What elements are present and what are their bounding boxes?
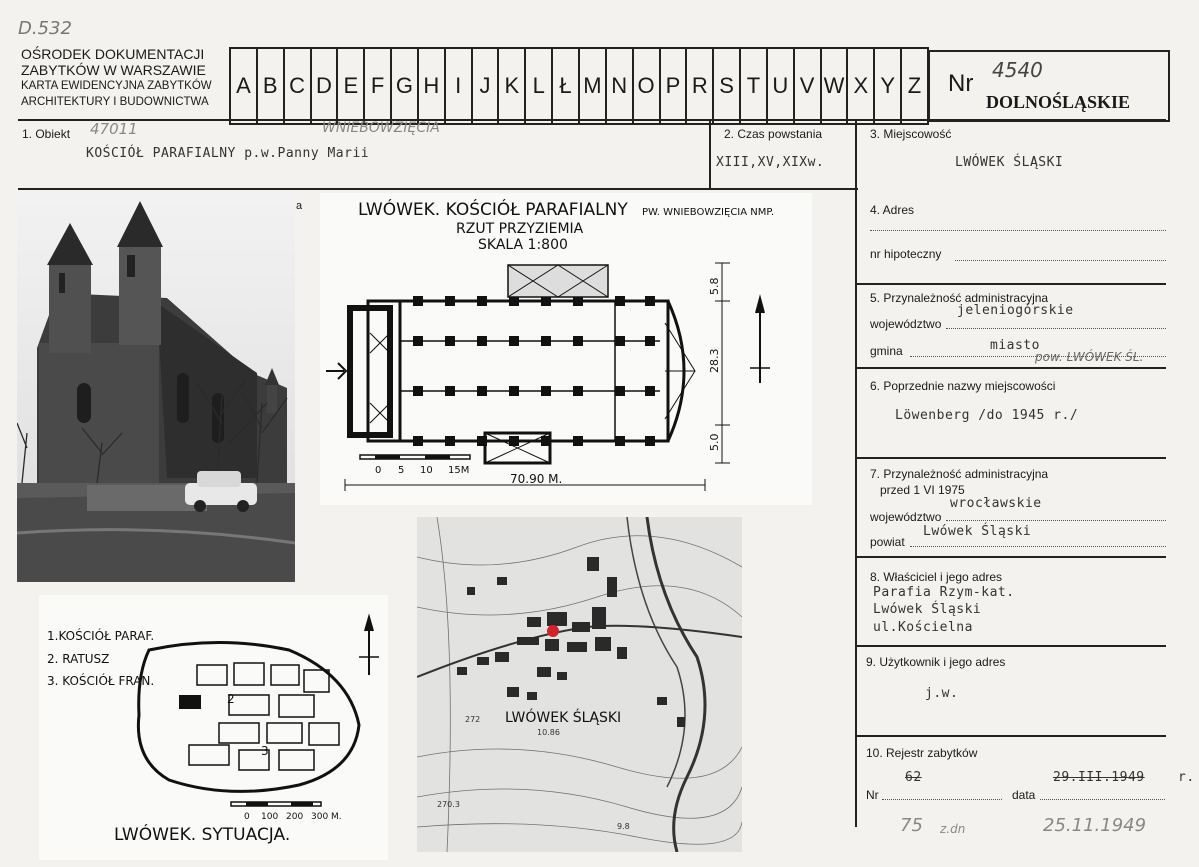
letter-box: A bbox=[231, 49, 258, 123]
plan-pillar bbox=[477, 296, 487, 306]
letter-box: D bbox=[312, 49, 339, 123]
adres-label: 4. Adres bbox=[870, 203, 915, 217]
gmina-label: gmina bbox=[870, 344, 903, 358]
rejestr-nr-old: 62 bbox=[905, 770, 922, 785]
floor-plan bbox=[320, 193, 812, 505]
map-num3: 270.3 bbox=[437, 800, 460, 809]
wlasciciel-line3: ul.Kościelna bbox=[873, 620, 973, 635]
plan-pillar bbox=[645, 296, 655, 306]
plan-pillar bbox=[645, 436, 655, 446]
wojewodztwo-label: województwo bbox=[870, 317, 942, 331]
poprzednie-nazwy-value: Löwenberg /do 1945 r./ bbox=[895, 408, 1079, 423]
wlasciciel-line1: Parafia Rzym-kat. bbox=[873, 585, 1015, 600]
map-label: LWÓWEK ŚLĄSKI bbox=[505, 710, 622, 726]
rejestr-nr-new-suffix: z.dn bbox=[940, 822, 966, 836]
letter-box: I bbox=[446, 49, 473, 123]
plan-dim3: 5.0 bbox=[708, 433, 721, 451]
plan-pillar bbox=[413, 436, 423, 446]
plan-title1b: PW. WNIEBOWZIĘCIA NMP. bbox=[642, 207, 775, 218]
plan-width: 70.90 M. bbox=[510, 472, 563, 486]
situation-title: LWÓWEK. SYTUACJA. bbox=[114, 825, 291, 845]
plan-pillar bbox=[573, 436, 583, 446]
miejscowosc-value: LWÓWEK ŚLĄSKI bbox=[955, 155, 1064, 170]
letter-box: G bbox=[392, 49, 419, 123]
letter-box: S bbox=[714, 49, 741, 123]
letter-box: W bbox=[822, 49, 849, 123]
przynaleznosc75-label2: przed 1 VI 1975 bbox=[880, 483, 965, 497]
letter-box: C bbox=[285, 49, 312, 123]
letter-box: Ł bbox=[553, 49, 580, 123]
situation-scale-0: 0 bbox=[244, 812, 250, 822]
voivodeship: DOLNOŚLĄSKIE bbox=[986, 92, 1131, 112]
letter-box: X bbox=[848, 49, 875, 123]
plan-title3: SKALA 1:800 bbox=[478, 237, 568, 253]
miejscowosc-label: 3. Miejscowość bbox=[870, 127, 952, 141]
przynaleznosc75-label1: 7. Przynależność administracyjna bbox=[870, 467, 1049, 481]
obiekt-hand-number: 47011 bbox=[90, 120, 138, 138]
plan-pillar bbox=[445, 436, 455, 446]
czas-label: 2. Czas powstania bbox=[724, 127, 823, 141]
church-photo bbox=[17, 193, 295, 582]
situation-legend1: 1.KOŚCIÓŁ PARAF. bbox=[47, 629, 155, 643]
rejestr-data-new: 25.11.1949 bbox=[1043, 815, 1147, 836]
obiekt-label: 1. Obiekt bbox=[22, 127, 71, 141]
letter-box: U bbox=[768, 49, 795, 123]
obiekt-value: KOŚCIÓŁ PARAFIALNY p.w.Panny Marii bbox=[86, 146, 370, 161]
situation-legend3: 3. KOŚCIÓŁ FRAN. bbox=[47, 674, 155, 688]
svg-text:2: 2 bbox=[227, 692, 235, 706]
letter-index bbox=[229, 47, 929, 125]
wojewodztwo75-value: wrocławskie bbox=[950, 496, 1042, 511]
plan-scale-10: 10 bbox=[420, 465, 433, 476]
letter-box: P bbox=[661, 49, 688, 123]
nr-box bbox=[928, 50, 1170, 122]
przynaleznosc-label: 5. Przynależność administracyjna bbox=[870, 291, 1049, 305]
letter-box: E bbox=[338, 49, 365, 123]
institution-line2: ZABYTKÓW W WARSZAWIE bbox=[21, 62, 206, 78]
uzytkownik-value: j.w. bbox=[925, 686, 959, 701]
gmina-value: miasto bbox=[990, 338, 1040, 353]
situation-scale-200: 200 bbox=[286, 812, 304, 822]
plan-pillar bbox=[413, 296, 423, 306]
letter-box: F bbox=[365, 49, 392, 123]
situation-legend2: 2. RATUSZ bbox=[47, 652, 110, 666]
rejestr-nr-new: 75 bbox=[900, 815, 923, 836]
gmina-hand: pow. LWÓWEK ŚL. bbox=[1035, 350, 1144, 364]
plan-title2: RZUT PRZYZIEMIA bbox=[456, 221, 584, 237]
corner-number: D.532 bbox=[18, 18, 72, 39]
letter-box: R bbox=[687, 49, 714, 123]
rejestr-r: r. bbox=[1178, 770, 1195, 785]
obiekt-hand-dedication: WNIEBOWZIĘCIA bbox=[322, 120, 440, 136]
wojewodztwo-value: jeleniogórskie bbox=[957, 303, 1074, 318]
institution-line4: ARCHITEKTURY I BUDOWNICTWA bbox=[21, 96, 209, 108]
map-num4: 9.8 bbox=[617, 822, 630, 831]
plan-dim1: 5.8 bbox=[708, 277, 721, 295]
letter-box: B bbox=[258, 49, 285, 123]
plan-scale-0: 0 bbox=[375, 465, 382, 476]
letter-box: K bbox=[499, 49, 526, 123]
uzytkownik-label: 9. Użytkownik i jego adres bbox=[866, 655, 1006, 669]
wlasciciel-line2: Lwówek Śląski bbox=[873, 602, 982, 617]
institution-header bbox=[21, 46, 212, 110]
rejestr-data-old: 29.III.1949 bbox=[1053, 770, 1145, 785]
letter-box: J bbox=[473, 49, 500, 123]
plan-pillar bbox=[615, 436, 625, 446]
plan-dim2: 28.3 bbox=[708, 348, 721, 373]
photo-label: a bbox=[296, 200, 303, 212]
letter-box: O bbox=[634, 49, 661, 123]
czas-value: XIII,XV,XIXw. bbox=[716, 155, 825, 170]
plan-pillar bbox=[615, 296, 625, 306]
situation-plan bbox=[39, 595, 388, 860]
letter-box: N bbox=[607, 49, 634, 123]
letter-box: T bbox=[741, 49, 768, 123]
letter-box: Z bbox=[902, 49, 929, 123]
rejestr-data-label: data bbox=[1012, 788, 1036, 802]
institution-line1: OŚRODEK DOKUMENTACJI bbox=[21, 46, 205, 62]
topo-map bbox=[417, 517, 742, 852]
map-num1: 272 bbox=[465, 715, 481, 724]
situation-scale-100: 100 bbox=[261, 812, 279, 822]
poprzednie-nazwy-label: 6. Poprzednie nazwy miejscowości bbox=[870, 379, 1056, 393]
nr-label: Nr bbox=[948, 70, 974, 97]
wojewodztwo75-label: województwo bbox=[870, 510, 942, 524]
nr-value: 4540 bbox=[992, 58, 1043, 82]
letter-box: M bbox=[580, 49, 607, 123]
powiat-label: powiat bbox=[870, 535, 905, 549]
plan-pillar bbox=[445, 296, 455, 306]
plan-scale-5: 5 bbox=[398, 465, 405, 476]
institution-line3: KARTA EWIDENCYJNA ZABYTKÓW bbox=[21, 80, 212, 92]
wlasciciel-label: 8. Właściciel i jego adres bbox=[870, 570, 1003, 584]
plan-scale-15: 15M bbox=[448, 465, 470, 476]
plan-title1: LWÓWEK. KOŚCIÓŁ PARAFIALNY bbox=[358, 200, 628, 220]
letter-box: V bbox=[795, 49, 822, 123]
svg-text:3: 3 bbox=[261, 744, 269, 758]
map-num2: 10.86 bbox=[537, 728, 560, 737]
rejestr-label: 10. Rejestr zabytków bbox=[866, 746, 978, 760]
situation-scale-300: 300 M. bbox=[311, 812, 342, 822]
powiat-value: Lwówek Śląski bbox=[923, 524, 1032, 539]
letter-box: Y bbox=[875, 49, 902, 123]
letter-box: H bbox=[419, 49, 446, 123]
letter-box: L bbox=[526, 49, 553, 123]
rejestr-nr-label: Nr bbox=[866, 788, 879, 802]
hipoteczny-label: nr hipoteczny bbox=[870, 247, 942, 261]
